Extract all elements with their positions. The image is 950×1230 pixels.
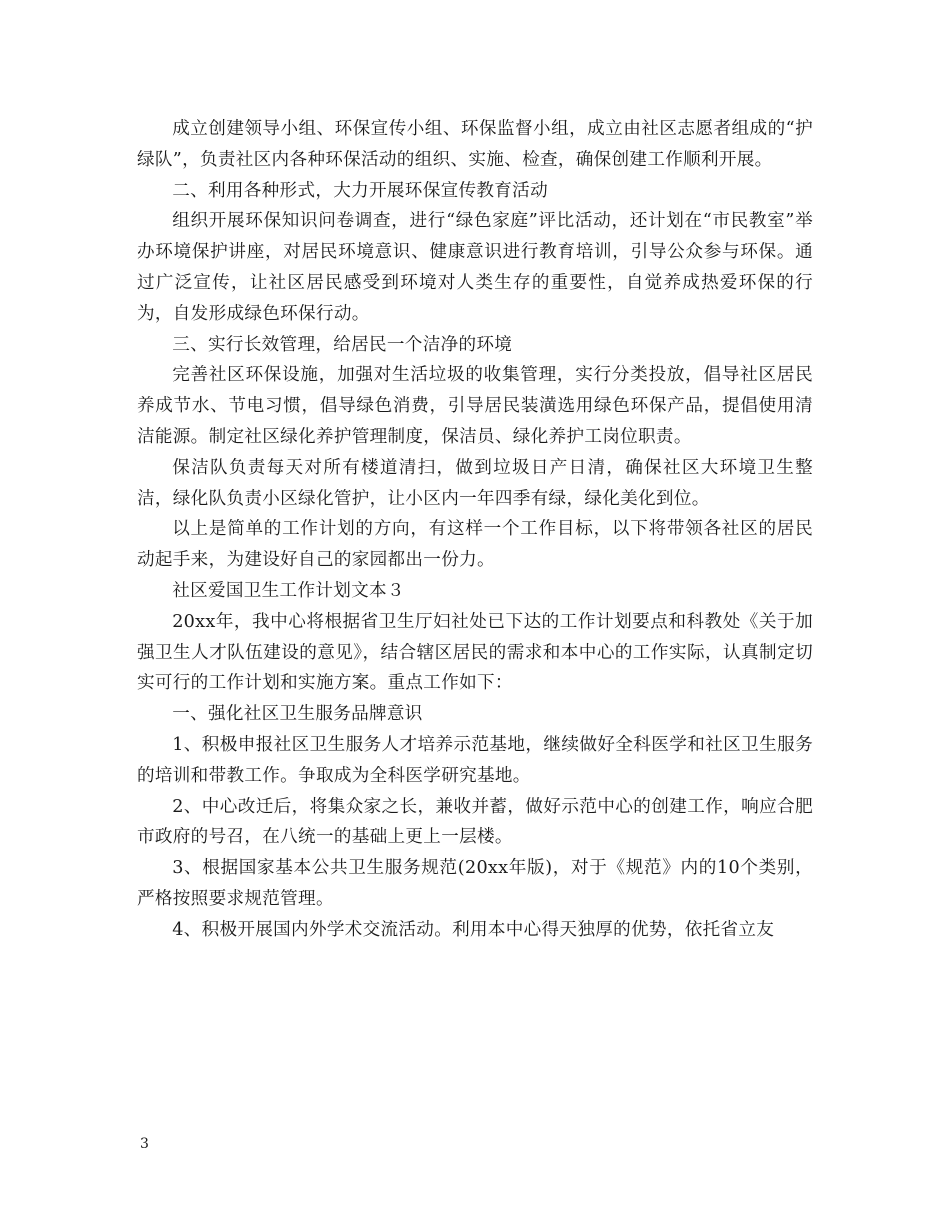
paragraph: 组织开展环保知识问卷调查，进行“绿色家庭”评比活动，还计划在“市民教室”举办环境保护讲座，对居民环境意识、健康意识进行教育培训，引导公众参与环保。通过广泛宣传，让社区居民感受到环境对人类生存的重要性，自觉养成热爱环保的行为，自发形成绿色环保行动。 (137, 211, 813, 324)
section-heading: 二、利用各种形式，大力开展环保宣传教育活动 (172, 180, 548, 201)
list-item: 3、根据国家基本公共卫生服务规范(20xx年版)，对于《规范》内的10个类别，严格按照要求规范管理。 (137, 858, 813, 909)
list-item: 4、积极开展国内外学术交流活动。利用本中心得天独厚的优势，依托省立友 (172, 919, 775, 940)
list-item: 1、积极申报社区卫生服务人才培养示范基地，继续做好全科医学和社区卫生服务的培训和带教工作。争取成为全科医学研究基地。 (137, 734, 813, 786)
paragraph: 完善社区环保设施，加强对生活垃圾的收集管理，实行分类投放，倡导社区居民养成节水、节电习惯，倡导绿色消费，引导居民装潢选用绿色环保产品，提倡使用清洁能源。制定社区绿化养护管理制度，保洁员、绿化养护工岗位职责。 (137, 365, 813, 447)
section-heading: 三、实行长效管理，给居民一个洁净的环境 (172, 334, 513, 355)
section-heading: 一、强化社区卫生服务品牌意识 (172, 704, 423, 725)
page-number: 3 (140, 1136, 149, 1152)
paragraph: 成立创建领导小组、环保宣传小组、环保监督小组，成立由社区志愿者组成的“护绿队”，负责社区内各种环保活动的组织、实施、检查，确保创建工作顺利开展。 (137, 119, 813, 170)
list-item: 2、中心改迁后，将集众家之长，兼收并蓄，做好示范中心的创建工作，响应合肥市政府的号召，在八统一的基础上更上一层楼。 (137, 796, 813, 848)
document-body (137, 114, 813, 946)
paragraph: 保洁队负责每天对所有楼道清扫，做到垃圾日产日清，确保社区大环境卫生整洁，绿化队负责小区绿化管护，让小区内一年四季有绿，绿化美化到位。 (137, 457, 813, 509)
paragraph: 20xx年，我中心将根据省卫生厅妇社处已下达的工作计划要点和科教处《关于加强卫生人才队伍建设的意见》，结合辖区居民的需求和本中心的工作实际，认真制定切实可行的工作计划和实施方案。重点工作如下： (137, 611, 813, 694)
paragraph: 以上是简单的工作计划的方向，有这样一个工作目标，以下将带领各社区的居民动起手来，为建设好自己的家园都出一份力。 (137, 519, 813, 571)
section-title: 社区爱国卫生工作计划文本３ (172, 580, 405, 601)
